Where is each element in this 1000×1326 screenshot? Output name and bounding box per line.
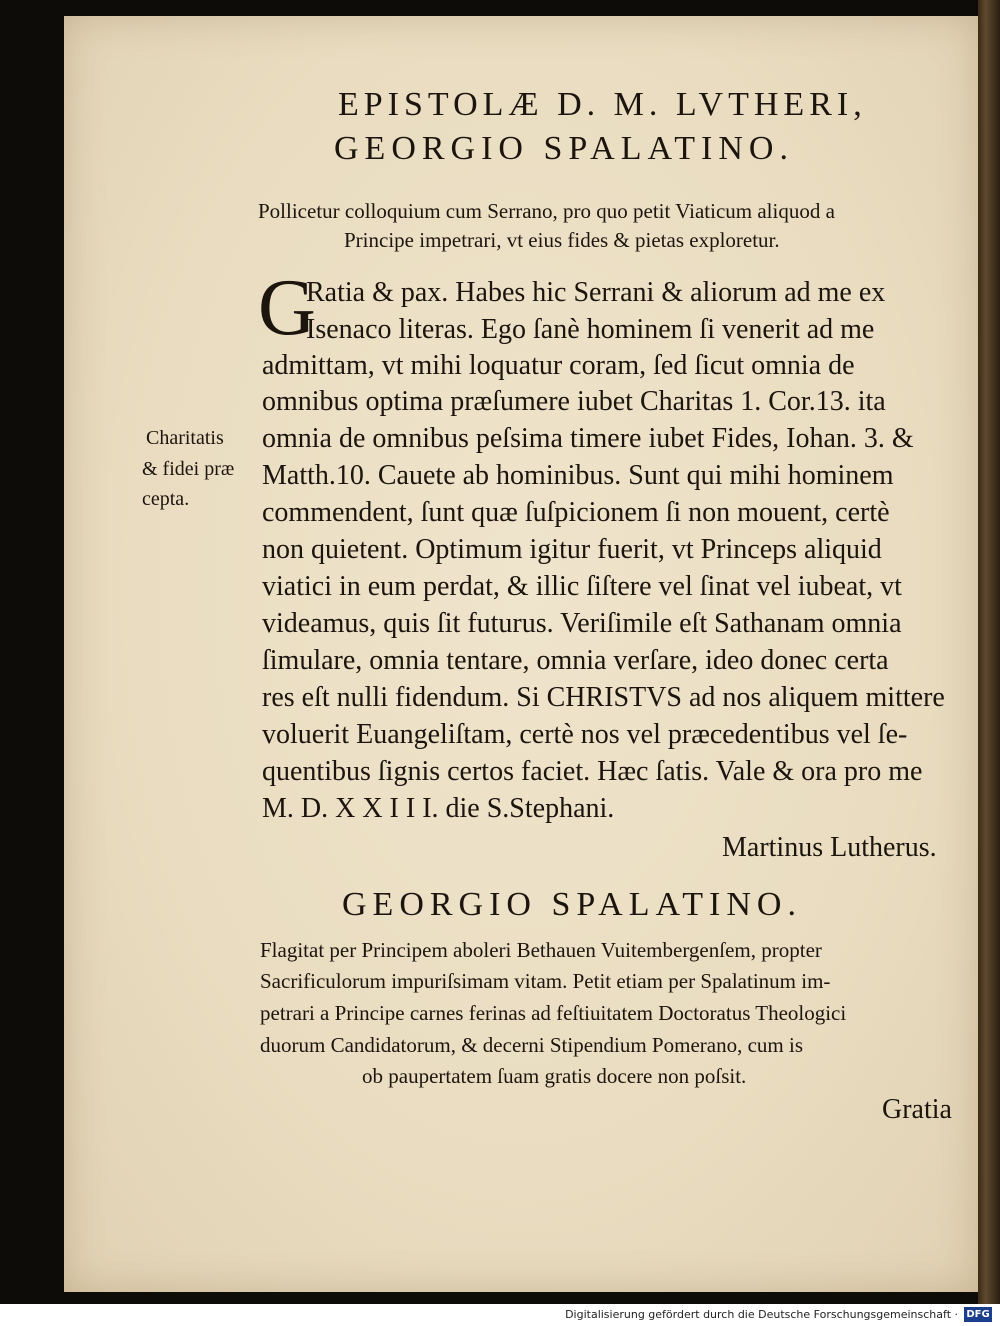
letter2-summary-line-5: ob paupertatem ſuam gratis docere non poſsit. [362,1064,747,1088]
letter1-summary-line-2: Principe impetrari, vt eius fides & pietas exploretur. [344,228,780,252]
letter1-signature: Martinus Lutherus. [722,832,937,863]
footer-credit-text: Digitalisierung gefördert durch die Deutsche Forschungsgemeinschaft · [565,1308,958,1321]
letter1-body-line-1: Ratia & pax. Habes hic Serrani & aliorum ad me ex [306,277,886,308]
book-gutter [978,0,1000,1304]
marginal-note-line-3: cepta. [142,488,190,510]
catchword: Gratia [882,1094,952,1125]
letter1-body-line-7: commendent, ſunt quæ ſuſpicionem ſi non mouent, certè [262,497,890,528]
letter1-body-line-11: ſimulare, omnia tentare, omnia verſare, ideo donec certa [262,645,889,676]
letter1-title-line-1: EPISTOLÆ D. M. LVTHERI, [338,86,867,123]
letter1-body-line-14: quentibus ſignis certos faciet. Hæc ſatis. Vale & ora pro me [262,756,923,787]
letter1-body-line-12: res eſt nulli fidendum. Si CHRISTVS ad nos aliquem mittere [262,682,945,713]
letter1-body-line-6: Matth.10. Cauete ab hominibus. Sunt qui mihi hominem [262,460,894,491]
letter1-title-line-2: GEORGIO SPALATINO. [334,130,794,167]
letter1-body-line-4: omnibus optima præſumere iubet Charitas 1. Cor.13. ita [262,386,886,417]
letter2-title: GEORGIO SPALATINO. [342,886,802,923]
letter1-summary-line-1: Pollicetur colloquium cum Serrano, pro quo petit Viaticum aliquod a [258,199,835,223]
marginal-note-line-2: & fidei præ [142,458,235,480]
letter1-body-line-5: omnia de omnibus peſsima timere iubet Fides, Iohan. 3. & [262,423,914,454]
letter2-summary-line-2: Sacrificulorum impuriſsimam vitam. Petit etiam per Spalatinum im- [260,969,831,993]
letter1-body-line-8: non quietent. Optimum igitur fuerit, vt Princeps aliquid [262,534,882,565]
letter1-body-line-3: admittam, vt mihi loquatur coram, ſed ſicut omnia de [262,350,855,381]
digitization-footer [0,1304,1000,1326]
letter1-body-line-9: viatici in eum perdat, & illic ſiſtere vel ſinat vel iubeat, vt [262,571,902,602]
marginal-note-line-1: Charitatis [146,427,224,449]
letter2-summary-line-1: Flagitat per Principem aboleri Bethauen Vuitembergenſem, propter [260,938,822,962]
letter1-body-line-10: videamus, quis ſit futurus. Veriſimile eſt Sathanam omnia [262,608,902,639]
letter1-body-line-13: voluerit Euangeliſtam, certè nos vel præcedentibus vel ſe- [262,719,908,750]
letter1-body-line-2: Isenaco literas. Ego ſanè hominem ſi venerit ad me [306,314,875,345]
letter1-body-line-15: M. D. X X I I I. die S.Stephani. [262,793,615,824]
letter2-summary-line-3: petrari a Principe carnes ferinas ad feſtiuitatem Doctoratus Theologici [260,1001,847,1025]
letter2-summary-line-4: duorum Candidatorum, & decerni Stipendium Pomerano, cum is [260,1033,803,1057]
letter1-dropcap: G [258,264,316,352]
dfg-logo-icon: DFG [964,1307,992,1322]
